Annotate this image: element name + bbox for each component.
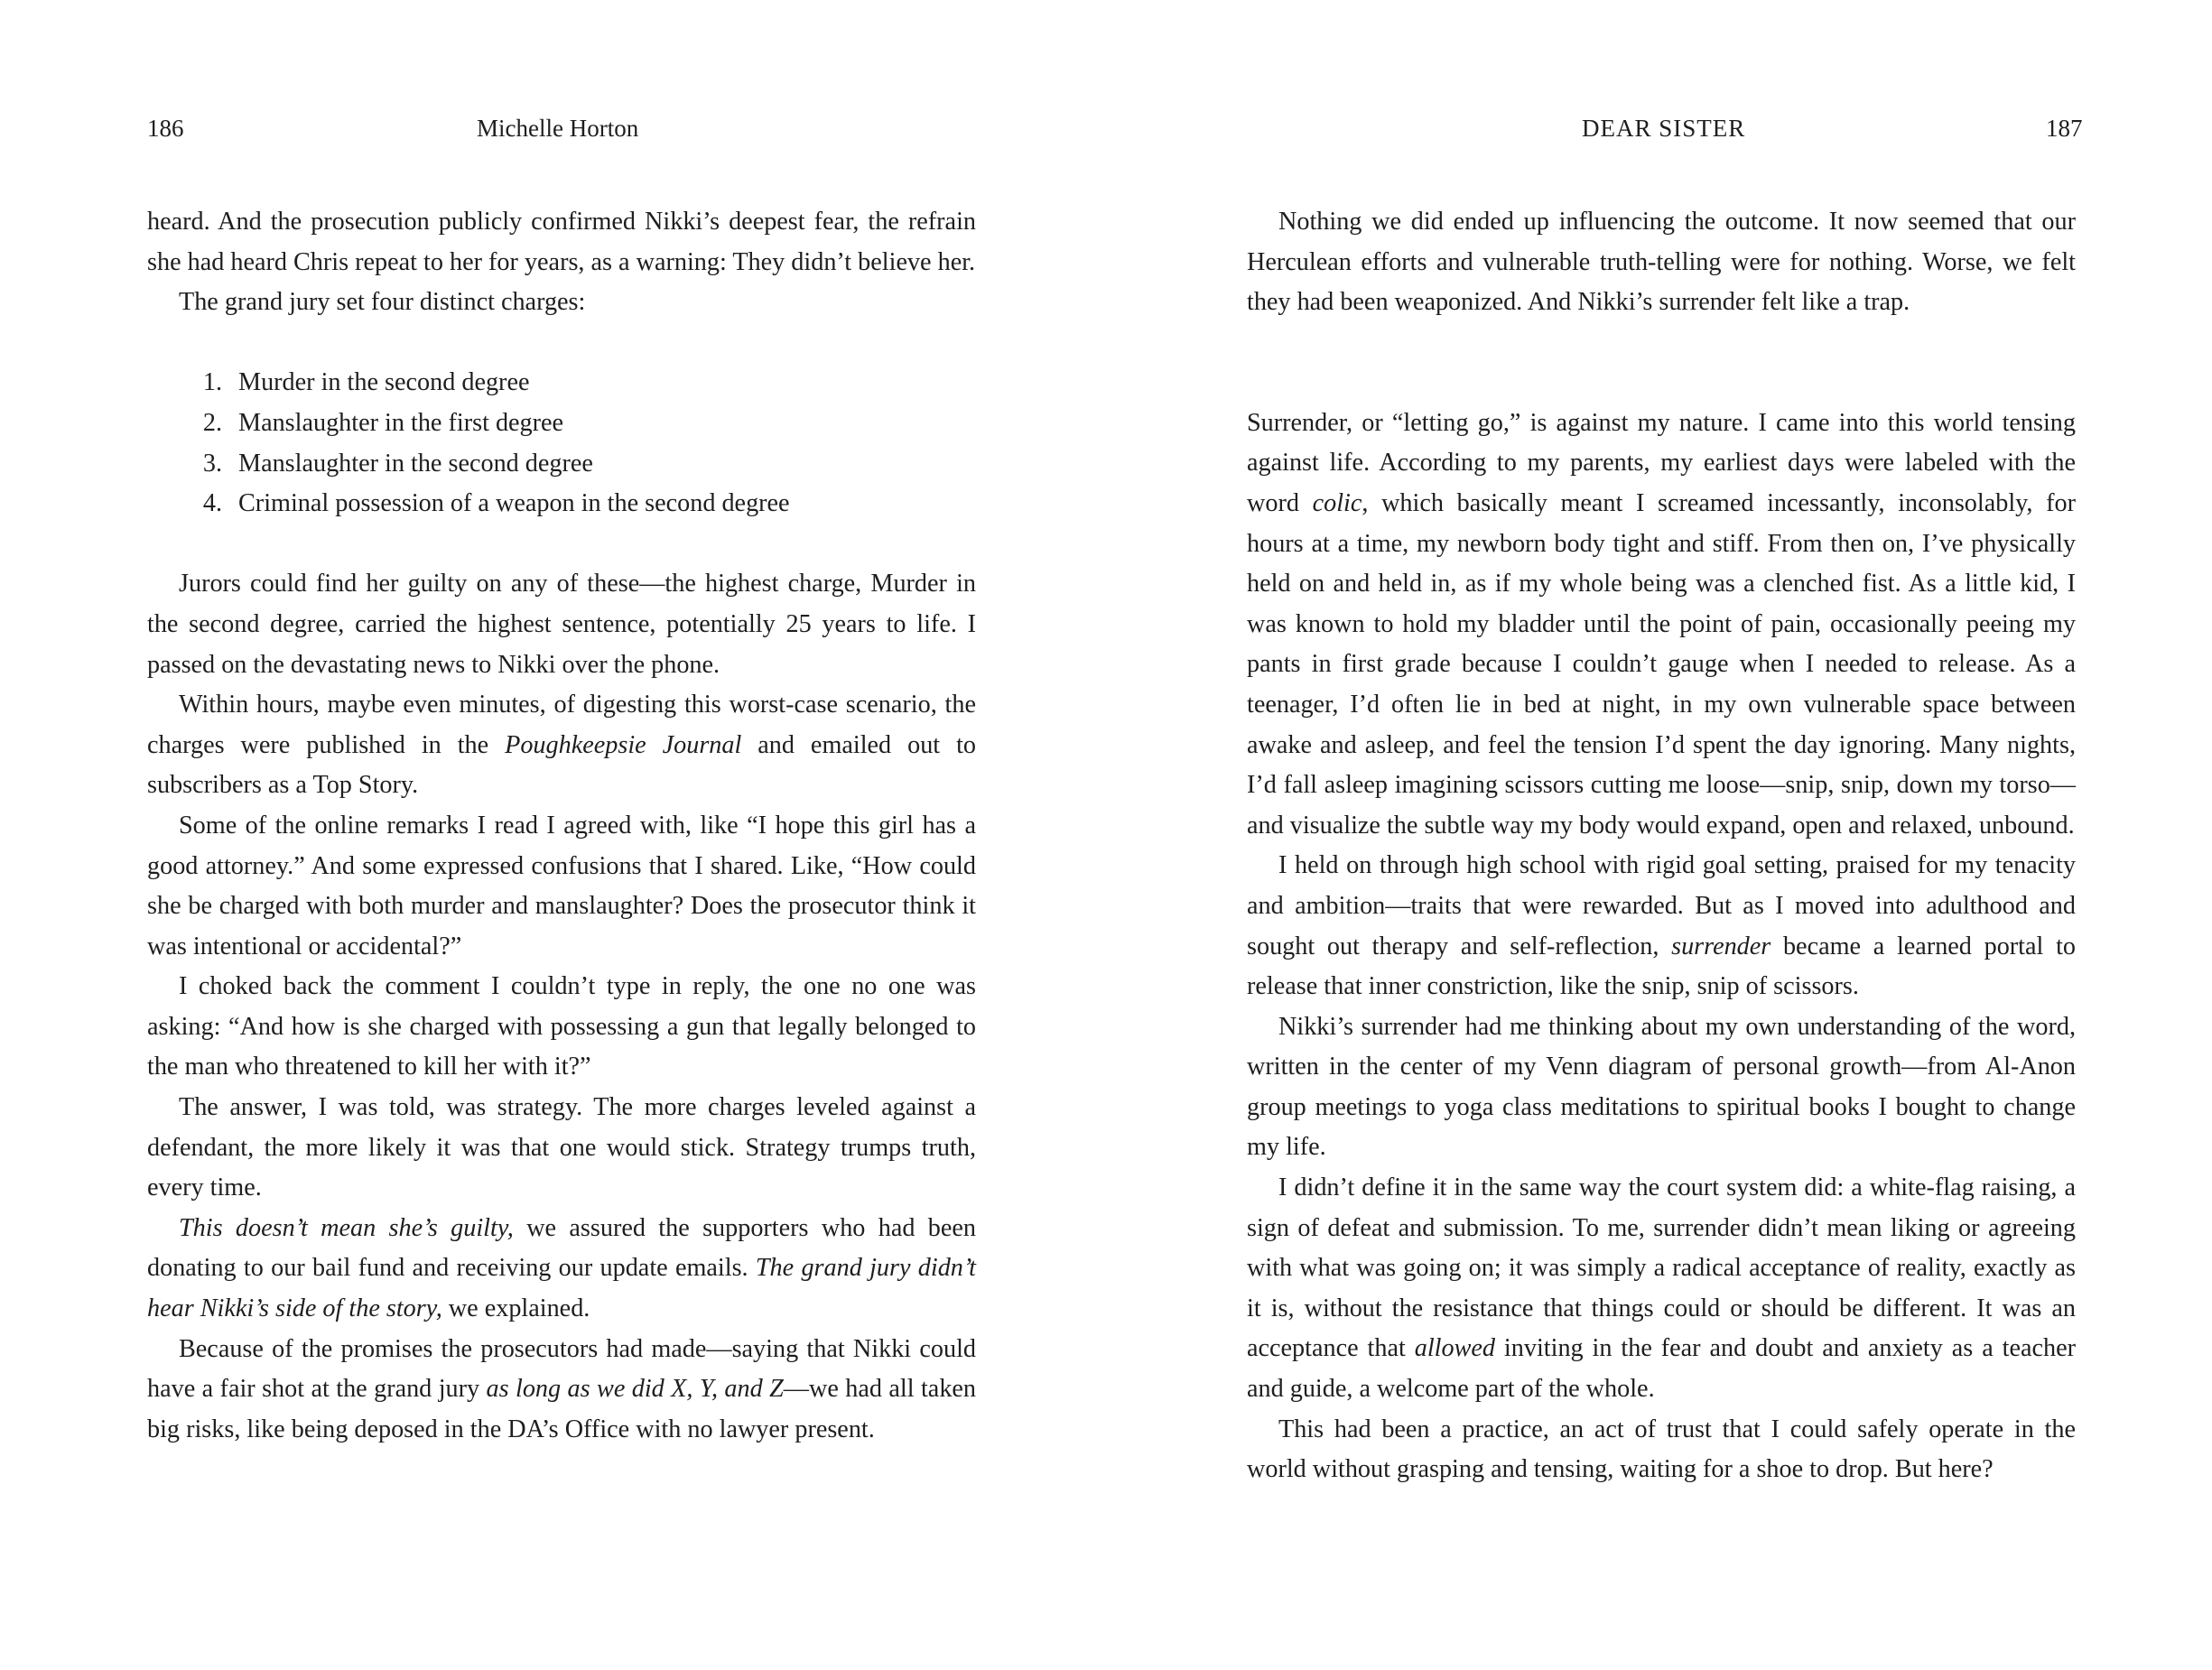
list-number: 1. xyxy=(202,368,222,397)
paragraph: Within hours, maybe even minutes, of digesting this worst-case scenario, the charges were published in the Poughkeepsie Journal and emailed out to subscribers as a Top Story. xyxy=(147,691,977,800)
right-body-text xyxy=(1247,202,2076,1490)
charges-list xyxy=(147,363,976,524)
paragraph: I didn’t define it in the same way the court system did: a white-flag raising, a sign of defeat and submission. To me, surrender didn’t mean liking or agreeing with what was going on; it was simply a radical acceptance of reality, exactly as it is, without the resistance that things could or should be different. It was an acceptance that allowed inviting in the fear and doubt and anxiety as a teacher and guide, a welcome part of the whole. xyxy=(1247,1174,2076,1404)
list-number: 2. xyxy=(202,408,222,437)
page-number-right: 187 xyxy=(2046,115,2083,142)
paragraph: Nikki’s surrender had me thinking about my own understanding of the word, written in the center of my Venn diagram of personal growth—from Al-Anon group meetings to yoga class meditations to spiritual books I bought to change my life. xyxy=(1247,1012,2076,1162)
list-text: Murder in the second degree xyxy=(238,368,530,397)
running-head-author: Michelle Horton xyxy=(477,115,639,142)
paragraph: Surrender, or “letting go,” is against my nature. I came into this world tensing against life. According to my parents, my earliest days were labeled with the word colic, which basically meant I screamed incessantly, inconsolably, for hours at a time, my newborn body tight and stiff. From then on, I’ve physically held on and held in, as if my whole being was a clenched fist. As a little kid, I was known to hold my bladder until the point of pain, occasionally peeing my pants in first grade because I couldn’t gauge when I needed to release. As a teenager, I’d often lie in bed at night, in my own vulnerable space between awake and asleep, and feel the tension I’d spent the day ignoring. Many nights, I’d fall asleep imagining scissors cutting me loose—snip, snip, down my torso—and visualize the subtle way my body would expand, open and relaxed, unbound. xyxy=(1247,408,2076,840)
list-item xyxy=(147,404,976,444)
paragraph: I choked back the comment I couldn’t type in reply, the one no one was asking: “And how is she charged with possessing a gun that legally belonged to the man who threatened to kill her with it?” xyxy=(147,972,976,1081)
page-number-left: 186 xyxy=(147,115,184,142)
right-page xyxy=(1106,0,2212,1670)
newspaper-title: Poughkeepsie Journal xyxy=(505,730,742,759)
list-number: 3. xyxy=(202,449,222,478)
paragraph: Because of the promises the prosecutors had made—saying that Nikki could have a fair shot at the grand jury as long as we did X, Y, and Z—we had all taken big risks, like being deposed in the DA’s Office with no lawyer present. xyxy=(147,1334,977,1443)
section-break xyxy=(1247,323,2076,404)
list-item xyxy=(147,363,976,404)
list-item xyxy=(147,484,976,524)
list-item xyxy=(147,444,976,485)
running-head-title: DEAR SISTER xyxy=(1582,115,1746,142)
list-text: Criminal possession of a weapon in the second degree xyxy=(238,489,790,518)
paragraph: This had been a practice, an act of trust that I could safely operate in the world without grasping and tensing, waiting for a shoe to drop. But here? xyxy=(1247,1415,2076,1484)
paragraph: The answer, I was told, was strategy. The more charges leveled against a defendant, the more likely it was that one would stick. Strategy trumps truth, every time. xyxy=(147,1093,976,1202)
paragraph: I held on through high school with rigid goal setting, praised for my tenacity and ambition—traits that were rewarded. But as I moved into adulthood and sought out therapy and self-reflection, surrender became a learned portal to release that inner constriction, like the snip, snip of scissors. xyxy=(1247,851,2076,1001)
left-body-text xyxy=(147,202,976,1450)
list-number: 4. xyxy=(202,489,222,518)
paragraph: Nothing we did ended up influencing the outcome. It now seemed that our Herculean efforts and vulnerable truth-telling were for nothing. Worse, we felt they had been weaponized. And Nikki’s surrender felt like a trap. xyxy=(1247,208,2076,317)
paragraph: heard. And the prosecution publicly confirmed Nikki’s deepest fear, the refrain she had heard Chris repeat to her for years, as a warning: They didn’t believe her. xyxy=(147,208,976,276)
paragraph: This doesn’t mean she’s guilty, we assured the supporters who had been donating to our bail fund and receiving our update emails. The grand jury didn’t hear Nikki’s side of the story, we explained. xyxy=(147,1213,976,1323)
paragraph: Jurors could find her guilty on any of these—the highest charge, Murder in the second degree, carried the highest sentence, potentially 25 years to life. I passed on the devastating news to Nikki over the phone. xyxy=(147,570,976,679)
paragraph: The grand jury set four distinct charges: xyxy=(179,288,586,317)
list-text: Manslaughter in the second degree xyxy=(238,449,593,478)
list-text: Manslaughter in the first degree xyxy=(238,408,564,437)
paragraph: Some of the online remarks I read I agreed with, like “I hope this girl has a good attorney.” And some expressed confusions that I shared. Like, “How could she be charged with both murder and manslaughter? Does the prosecutor think it was intentional or accidental?” xyxy=(147,811,976,960)
